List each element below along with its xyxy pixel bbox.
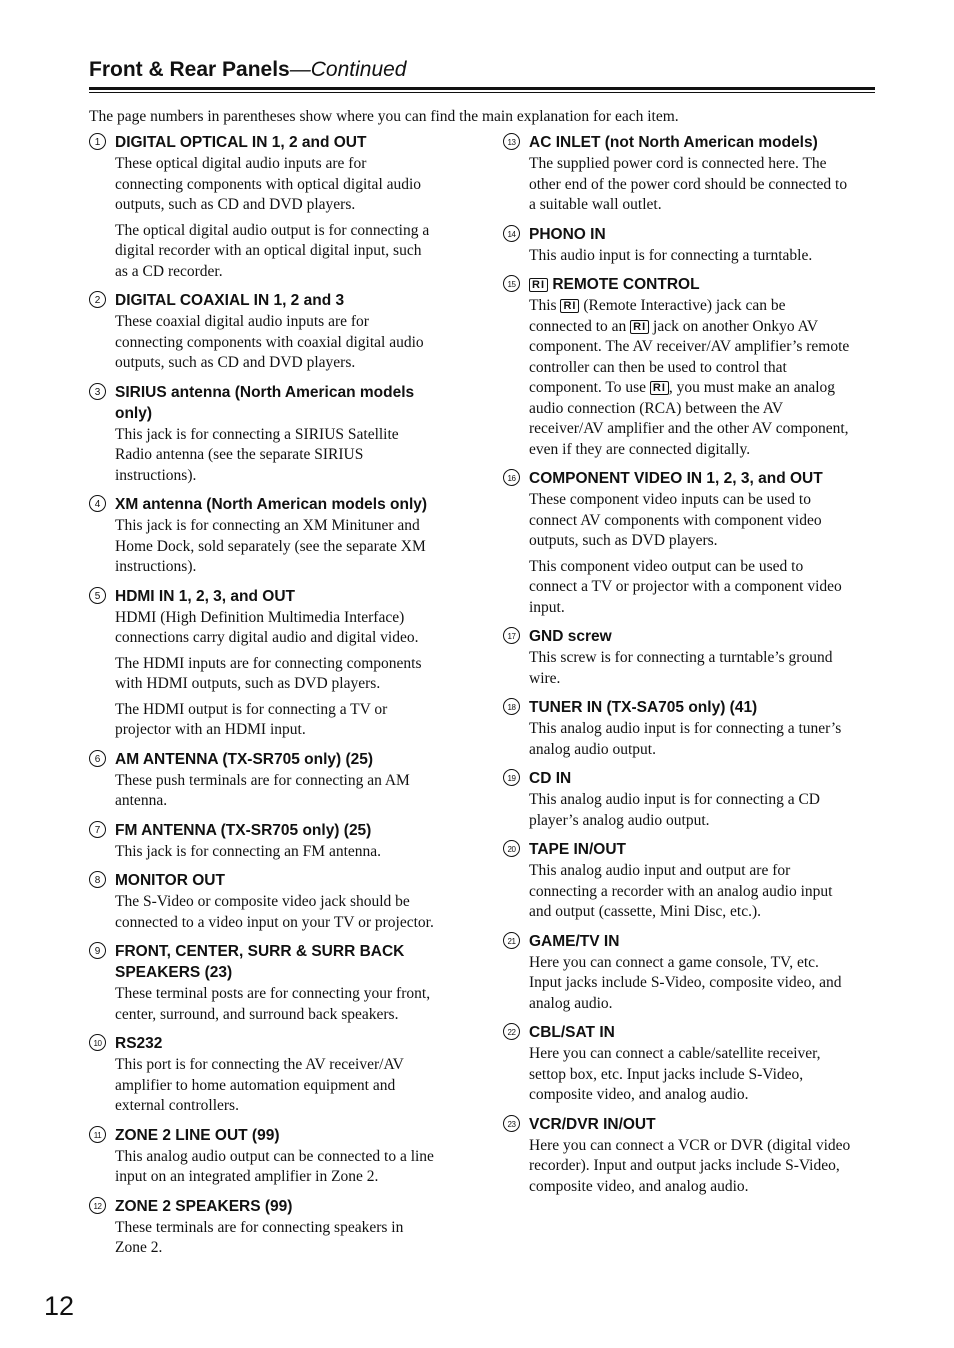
panel-item	[503, 1114, 851, 1198]
panel-item	[503, 132, 851, 216]
item-description: These terminals are for connecting speakers in Zone 2.	[115, 1218, 404, 1256]
panel-item	[89, 586, 437, 741]
item-number-badge: 10	[89, 1034, 106, 1051]
remote-interactive-icon: RI	[630, 320, 649, 334]
panel-item	[89, 132, 437, 282]
item-title: RI REMOTE CONTROL	[529, 274, 851, 295]
item-title: XM antenna (North American models only)	[115, 496, 428, 513]
item-number-badge: 12	[89, 1197, 106, 1214]
item-number-badge: 20	[503, 840, 520, 857]
panel-item	[89, 494, 437, 578]
item-title: AC INLET (not North American models)	[529, 134, 818, 151]
item-title: CBL/SAT IN	[529, 1024, 615, 1041]
section-title	[89, 58, 406, 82]
item-description: This analog audio input and output are for connecting a recorder with an analog audio input and output (cassette, Mini Disc, etc.).	[529, 862, 833, 920]
item-number-badge: 19	[503, 769, 520, 786]
panel-item	[89, 870, 437, 933]
item-description: These push terminals are for connecting an AM antenna.	[115, 771, 410, 809]
item-description: This screw is for connecting a turntable’s ground wire.	[529, 649, 833, 687]
intro-text: The page numbers in parentheses show where you can find the main explanation for each item.	[89, 108, 679, 125]
item-title: FRONT, CENTER, SURR & SURR BACK SPEAKERS (23)	[115, 943, 405, 981]
item-description: This audio input is for connecting a turntable.	[529, 246, 813, 264]
panel-item	[89, 749, 437, 812]
item-number-badge: 13	[503, 133, 520, 150]
item-title: GAME/TV IN	[529, 932, 620, 950]
item-title: VCR/DVR IN/OUT	[529, 1115, 656, 1133]
item-description: This port is for connecting the AV receiver/AV amplifier to home automation equipment and external controllers.	[115, 1056, 404, 1114]
item-title: ZONE 2 LINE OUT (99)	[115, 1126, 280, 1144]
item-description: These optical digital audio inputs are for connecting components with optical digital audio outputs, such as CD and DVD players.	[115, 155, 422, 213]
item-description: The supplied power cord is connected here. The other end of the power cord should be connected to a suitable wall outlet.	[529, 155, 848, 213]
item-number-badge: 6	[89, 750, 106, 767]
item-description: HDMI (High Definition Multimedia Interface) connections carry digital audio and digital video.	[115, 608, 419, 646]
item-number-badge: 17	[503, 627, 520, 644]
header-rule-thin	[89, 92, 875, 93]
item-description: These terminal posts are for connecting your front, center, surround, and surround back speakers.	[115, 985, 431, 1023]
item-title: DIGITAL COAXIAL IN 1, 2 and 3	[115, 292, 345, 309]
header-rule-thick	[89, 87, 875, 90]
panel-item	[503, 1022, 851, 1106]
item-number-badge: 16	[503, 469, 520, 486]
item-title: HDMI IN 1, 2, 3, and OUT	[115, 587, 295, 605]
item-description: These coaxial digital audio inputs are for connecting components with coaxial digital audio outputs, such as CD and DVD players.	[115, 313, 424, 371]
item-number-badge: 21	[503, 932, 520, 949]
item-description: Here you can connect a cable/satellite receiver, settop box, etc. Input jacks include S-Video, composite video, and analog audio.	[529, 1045, 821, 1103]
item-number-badge: 2	[89, 291, 106, 308]
item-description: This analog audio output can be connected to a line input on an integrated amplifier in Zone 2.	[115, 1147, 434, 1185]
item-number-badge: 3	[89, 383, 106, 400]
item-description: The S-Video or composite video jack should be connected to a video input on your TV or projector.	[115, 893, 434, 931]
item-description: Here you can connect a game console, TV, etc. Input jacks include S-Video, composite video, and analog audio.	[529, 953, 842, 1012]
panel-item	[503, 697, 851, 760]
item-number-badge: 5	[89, 587, 106, 604]
panel-item	[503, 839, 851, 923]
remote-interactive-icon: RI	[560, 299, 579, 313]
panel-item	[89, 1033, 437, 1117]
item-description: This jack is for connecting a SIRIUS Satellite Radio antenna (see the separate SIRIUS instructions).	[115, 425, 399, 484]
item-number-badge: 14	[503, 225, 520, 242]
item-number-badge: 22	[503, 1023, 520, 1040]
panel-item	[503, 626, 851, 689]
left-column	[89, 132, 437, 1267]
item-number-badge: 8	[89, 871, 106, 888]
panel-item	[89, 1196, 437, 1259]
page-header	[89, 56, 875, 92]
item-description: The optical digital audio output is for connecting a digital recorder with an optical digital input, such as a CD recorder.	[115, 221, 430, 280]
remote-interactive-icon: RI	[529, 278, 548, 292]
panel-item	[89, 820, 437, 863]
panel-item	[89, 1125, 437, 1188]
panel-item	[503, 224, 851, 267]
item-number-badge: 18	[503, 698, 520, 715]
page-number: 12	[44, 1291, 75, 1321]
panel-item	[503, 468, 851, 618]
panel-item	[89, 382, 437, 487]
item-title: PHONO IN	[529, 225, 606, 243]
item-title: CD IN	[529, 770, 572, 787]
item-description: Here you can connect a VCR or DVR (digital video recorder). Input and output jacks include S-Video, composite video, and analog audio.	[529, 1136, 851, 1195]
continued-label: —Continued	[289, 58, 407, 81]
panel-item	[503, 274, 851, 460]
item-number-badge: 1	[89, 133, 106, 150]
item-title: GND screw	[529, 628, 612, 645]
item-number-badge: 23	[503, 1115, 520, 1132]
item-description: This component video output can be used to connect a TV or projector with a component video input.	[529, 557, 842, 616]
panel-item	[503, 931, 851, 1015]
item-title: TUNER IN (TX-SA705 only) (41)	[529, 699, 758, 716]
panel-item	[89, 290, 437, 374]
item-title: ZONE 2 SPEAKERS (99)	[115, 1197, 293, 1215]
item-title: FM ANTENNA (TX-SR705 only) (25)	[115, 821, 372, 839]
item-title: RS232	[115, 1035, 163, 1052]
section-title-text: Front & Rear Panels	[89, 58, 290, 81]
panel-item	[89, 941, 437, 1025]
item-description: This RI (Remote Interactive) jack can be connected to an RI jack on another Onkyo AV component. The AV receiver/AV amplifier’s remote controller can then be used to control that component. To use RI , you must make an analog audio connection (RCA) between the AV receiver/AV amplifier and the other AV component, even if they are connected digitally.	[529, 297, 850, 458]
item-title: TAPE IN/OUT	[529, 841, 627, 858]
item-number-badge: 15	[503, 275, 520, 292]
remote-interactive-icon: RI	[650, 381, 669, 395]
right-column	[503, 132, 851, 1205]
item-description: These component video inputs can be used to connect AV components with component video outputs, such as DVD players.	[529, 491, 822, 549]
item-title: DIGITAL OPTICAL IN 1, 2 and OUT	[115, 134, 367, 151]
item-title: AM ANTENNA (TX-SR705 only) (25)	[115, 750, 374, 768]
item-number-badge: 11	[89, 1126, 106, 1143]
item-title: SIRIUS antenna (North American models only)	[115, 383, 415, 422]
item-description: This jack is for connecting an XM Minituner and Home Dock, sold separately (see the separate XM instructions).	[115, 517, 426, 575]
item-title: MONITOR OUT	[115, 872, 225, 889]
item-description: This analog audio input is for connecting a tuner’s analog audio output.	[529, 720, 842, 758]
panel-item	[503, 768, 851, 831]
item-number-badge: 7	[89, 821, 106, 838]
item-number-badge: 9	[89, 942, 106, 959]
item-description: The HDMI output is for connecting a TV or projector with an HDMI input.	[115, 700, 388, 738]
item-description: The HDMI inputs are for connecting components with HDMI outputs, such as DVD players.	[115, 654, 422, 692]
item-number-badge: 4	[89, 495, 106, 512]
item-title: COMPONENT VIDEO IN 1, 2, 3, and OUT	[529, 470, 823, 487]
item-description: This analog audio input is for connecting a CD player’s analog audio output.	[529, 791, 820, 829]
item-description: This jack is for connecting an FM antenna.	[115, 842, 382, 860]
